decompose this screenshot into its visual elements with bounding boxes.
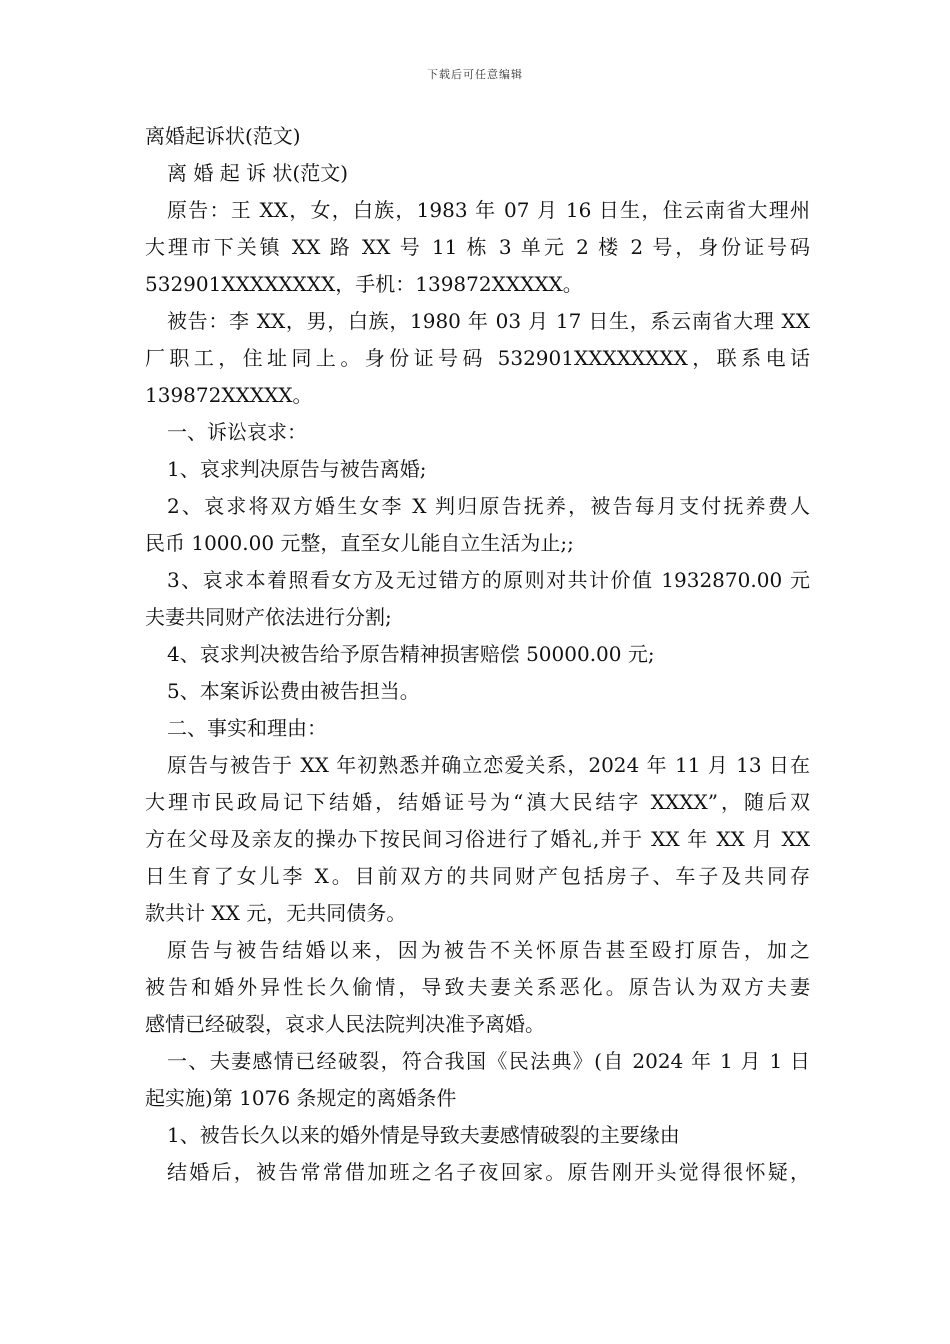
- text-line: 原告与被告于 XX 年初熟悉并确立恋爱关系，2024 年 11 月 13 日在: [167, 753, 810, 777]
- text-line: 一、诉讼哀求：: [167, 420, 307, 444]
- text-line: 大理市民政局记下结婚，结婚证号为“滇大民结字 XXXX”，随后双: [145, 790, 810, 814]
- text-line: 5、本案诉讼费由被告担当。: [167, 679, 420, 703]
- document-heading: 离 婚 起 诉 状(范文): [167, 161, 349, 185]
- text-line: 原告：王 XX，女，白族，1983 年 07 月 16 日生，住云南省大理州: [167, 198, 810, 222]
- text-line: 大理市下关镇 XX 路 XX 号 11 栋 3 单元 2 楼 2 号，身份证号码: [145, 235, 810, 259]
- text-line: 结婚后，被告常常借加班之名子夜回家。原告刚开头觉得很怀疑，: [167, 1160, 810, 1184]
- text-line: 被告：李 XX，男，白族，1980 年 03 月 17 日生，系云南省大理 XX: [167, 309, 810, 333]
- page-header-note: 下载后可任意编辑: [427, 68, 523, 81]
- text-line: 民币 1000.00 元整，直至女儿能自立生活为止;;: [145, 531, 574, 555]
- text-line: 3、哀求本着照看女方及无过错方的原则对共计价值 1932870.00 元: [167, 568, 810, 592]
- text-line: 原告与被告结婚以来，因为被告不关怀原告甚至殴打原告，加之: [167, 938, 810, 962]
- text-line: 1、哀求判决原告与被告离婚;: [167, 457, 427, 481]
- text-line: 起实施)第 1076 条规定的离婚条件: [145, 1086, 457, 1110]
- text-line: 二、事实和理由：: [167, 716, 327, 740]
- text-line: 1、被告长久以来的婚外情是导致夫妻感情破裂的主要缘由: [167, 1123, 680, 1147]
- text-line: 4、哀求判决被告给予原告精神损害赔偿 50000.00 元;: [167, 642, 655, 666]
- text-line: 532901XXXXXXXX，手机：139872XXXXX。: [145, 272, 583, 296]
- text-line: 款共计 XX 元，无共同债务。: [145, 901, 407, 925]
- document-body: [145, 118, 810, 1191]
- text-line: 被告和婚外异性长久偷情，导致夫妻关系恶化。原告认为双方夫妻: [145, 975, 810, 999]
- document-title: 离婚起诉状(范文): [145, 124, 301, 148]
- text-line: 一、夫妻感情已经破裂，符合我国《民法典》(自 2024 年 1 月 1 日: [167, 1049, 810, 1073]
- text-line: 夫妻共同财产依法进行分割;: [145, 605, 392, 629]
- text-line: 139872XXXXX。: [145, 383, 313, 407]
- text-line: 2、哀求将双方婚生女李 X 判归原告抚养，被告每月支付抚养费人: [167, 494, 810, 518]
- text-line: 方在父母及亲友的操办下按民间习俗进行了婚礼,并于 XX 年 XX 月 XX: [145, 827, 810, 851]
- text-line: 感情已经破裂，哀求人民法院判决准予离婚。: [145, 1012, 545, 1036]
- text-line: 厂职工，住址同上。身份证号码 532901XXXXXXXX，联系电话: [145, 346, 810, 370]
- text-line: 日生育了女儿李 X。目前双方的共同财产包括房子、车子及共同存: [145, 864, 810, 888]
